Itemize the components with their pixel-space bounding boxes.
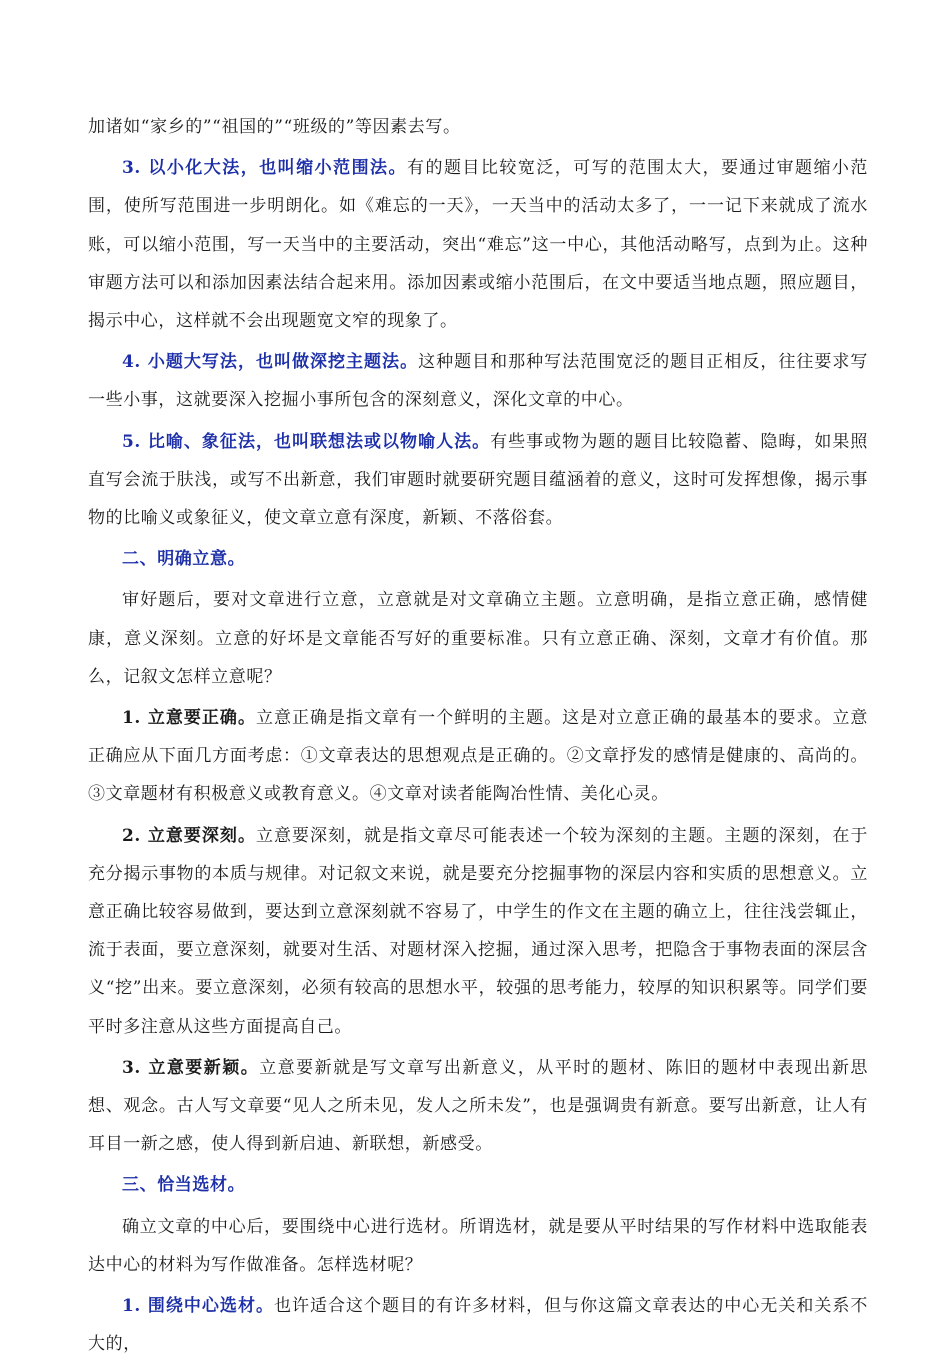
paragraph-text: 确立文章的中心后，要围绕中心进行选材。所谓选材，就是要从平时结果的写作材料中选取能表达中心的材料为写作做准备。怎样选材呢？ [88, 1216, 868, 1275]
point-2-heading: 2. 立意要深刻。 [122, 825, 256, 846]
paragraph-method-4 [88, 343, 868, 419]
point-3-heading: 3. 立意要新颖。 [122, 1057, 260, 1078]
paragraph-text: 这种题目和那种写法范围宽泛的题目正相反，往往要求写一些小事，这就要深入挖掘小事所包含的深刻意义，深化文章的中心。 [88, 352, 868, 411]
paragraph-text: 有的题目比较宽泛，可写的范围太大，要通过审题缩小范围，使所写范围进一步明朗化。如《难忘的一天》，一天当中的活动太多了，一一记下来就成了流水账，可以缩小范围，写一天当中的主要活动，突出“难忘”这一中心，其他活动略写，点到为止。这种审题方法可以和添加因素法结合起来用。添加因素或缩小范围后，在文中要适当地点题，照应题目，揭示中心，这样就不会出现题宽文窄的现象了。 [88, 158, 868, 332]
paragraph-text: 立意要深刻，就是指文章尽可能表述一个较为深刻的主题。主题的深刻，在于充分揭示事物的本质与规律。对记叙文来说，就是要充分挖掘事物的深层内容和实质的思想意义。立意正确比较容易做到，要达到立意深刻就不容易了，中学生的作文在主题的确立上，往往浅尝辄止，流于表面，要立意深刻，就要对生活、对题材深入挖掘，通过深入思考，把隐含于事物表面的深层含义“挖”出来。要立意深刻，必须有较高的思想水平，较强的思考能力，较厚的知识积累等。同学们要平时多注意从这些方面提高自己。 [88, 825, 868, 1037]
section-heading-2: 二、明确立意。 [122, 549, 246, 570]
select-1-heading: 1. 围绕中心选材。 [122, 1296, 274, 1317]
paragraph-text: 审好题后，要对文章进行立意，立意就是对文章确立主题。立意明确，是指立意正确，感情健康，意义深刻。立意的好坏是文章能否写好的重要标准。只有立意正确、深刻，文章才有价值。那么，记叙文怎样立意呢？ [88, 590, 868, 687]
paragraph-point-2 [88, 817, 868, 1046]
point-1-heading: 1. 立意要正确。 [122, 708, 256, 729]
paragraph-text: 立意要新就是写文章写出新意义，从平时的题材、陈旧的题材中表现出新思想、观念。古人写文章要“见人之所未见，发人之所未发”，也是强调贵有新意。要写出新意，让人有耳目一新之感，使人得到新启迪、新联想，新感受。 [88, 1057, 868, 1155]
paragraph-text: 有些事或物为题的题目比较隐蓄、隐晦，如果照直写会流于肤浅，或写不出新意，我们审题时就要研究题目蕴涵着的意义，这时可发挥想像，揭示事物的比喻义或象征义，使文章立意有深度，新颖、不落俗套。 [88, 431, 868, 529]
section-heading-3: 三、恰当选材。 [122, 1175, 246, 1196]
paragraph-intro-2 [88, 581, 868, 696]
paragraph-point-3 [88, 1049, 868, 1164]
paragraph-text: 加诸如“家乡的”“祖国的”“班级的”等因素去写。 [88, 117, 461, 137]
paragraph-method-3 [88, 149, 868, 340]
document-body [88, 108, 868, 1367]
paragraph-select-1 [88, 1287, 868, 1363]
paragraph-method-5 [88, 423, 868, 538]
method-4-heading: 4. 小题大写法，也叫做深挖主题法。 [122, 352, 419, 373]
paragraph-text: 立意正确是指文章有一个鲜明的主题。这是对立意正确的最基本的要求。立意正确应从下面几方面考虑：①文章表达的思想观点是正确的。②文章抒发的感情是健康的、高尚的。③文章题材有积极意义或教育意义。④文章对读者能陶冶性情、美化心灵。 [88, 708, 868, 805]
paragraph-point-1 [88, 699, 868, 814]
paragraph-text: 也许适合这个题目的有许多材料，但与你这篇文章表达的中心无关和关系不大的， [88, 1296, 868, 1355]
method-3-heading: 3. 以小化大法，也叫缩小范围法。 [122, 158, 407, 179]
method-5-heading: 5. 比喻、象征法，也叫联想法或以物喻人法。 [122, 431, 491, 452]
paragraph-intro-3 [88, 1208, 868, 1284]
paragraph-continuation [88, 108, 868, 146]
